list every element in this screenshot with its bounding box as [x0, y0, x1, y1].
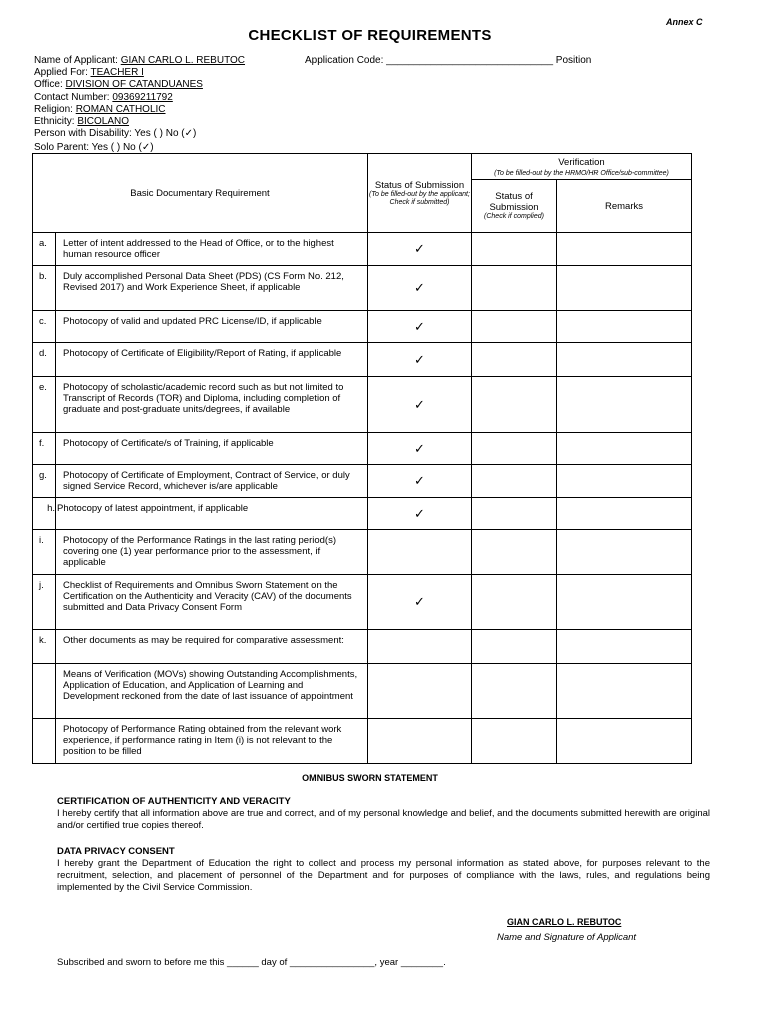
table-row: [33, 465, 692, 498]
row-requirement: Means of Verification (MOVs) showing Outstanding Accomplishments, Application of Education, and Application of Learning and Development reckoned from the date of last issuance of appointment: [56, 664, 368, 719]
row-requirement: Checklist of Requirements and Omnibus Sworn Statement on the Certification on the Authenticity and Veracity (CAV) of the documents submitted and Data Privacy Consent Form: [56, 575, 368, 630]
table-row: [33, 311, 692, 343]
applied-for-value: TEACHER I: [90, 67, 144, 79]
row-requirement: Letter of intent addressed to the Head of Office, or to the highest human resource officer: [56, 233, 368, 266]
remarks-cell[interactable]: [557, 377, 692, 433]
certification-body: I hereby certify that all information above are true and correct, and of my personal knowledge and belief, and the documents submitted herewith are original and/or certified true copies thereof.: [57, 808, 710, 831]
verification-header: Verification: [558, 157, 605, 168]
verification-status-cell[interactable]: [472, 433, 557, 465]
verification-status-cell[interactable]: [472, 630, 557, 664]
table-row: [33, 630, 692, 664]
table-row: [33, 233, 692, 266]
row-requirement: Other documents as may be required for comparative assessment:: [56, 630, 368, 664]
row-requirement: Photocopy of valid and updated PRC License/ID, if applicable: [56, 311, 368, 343]
ethnicity-label: Ethnicity:: [34, 116, 75, 128]
sub-status-note: (Check if complied): [484, 213, 544, 220]
office-value: DIVISION OF CATANDUANES: [65, 79, 203, 91]
solo-parent-line: Solo Parent: Yes ( ) No (✓): [34, 142, 154, 154]
verification-status-cell[interactable]: [472, 719, 557, 764]
pwd-line: Person with Disability: Yes ( ) No (✓): [34, 128, 197, 140]
verification-status-cell[interactable]: [472, 266, 557, 311]
verification-status-cell[interactable]: [472, 575, 557, 630]
verification-status-cell[interactable]: [472, 498, 557, 530]
remarks-cell[interactable]: [557, 719, 692, 764]
remarks-cell[interactable]: [557, 233, 692, 266]
ethnicity-value: BICOLANO: [77, 116, 130, 128]
religion-label: Religion:: [34, 103, 73, 115]
table-row: [33, 266, 692, 311]
certification-heading: CERTIFICATION OF AUTHENTICITY AND VERACITY: [57, 796, 291, 807]
remarks-cell[interactable]: [557, 343, 692, 377]
remarks-cell[interactable]: [557, 530, 692, 575]
privacy-heading: DATA PRIVACY CONSENT: [57, 846, 175, 857]
annex-label: Annex C: [666, 17, 703, 27]
table-row: [33, 433, 692, 465]
submitted-check[interactable]: ✓: [368, 343, 472, 377]
contact-label: Contact Number:: [34, 91, 110, 103]
applicant-info: [34, 55, 245, 155]
remarks-cell[interactable]: [557, 575, 692, 630]
submitted-cell[interactable]: [368, 630, 472, 664]
table-row: [33, 530, 692, 575]
verification-status-cell[interactable]: [472, 233, 557, 266]
row-letter: a.: [33, 233, 56, 266]
row-letter: k.: [33, 630, 56, 664]
submitted-check[interactable]: ✓: [368, 433, 472, 465]
row-requirement: Duly accomplished Personal Data Sheet (PDS) (CS Form No. 212, Revised 2017) and Work Experience Sheet, if applicable: [56, 266, 368, 311]
table-row: [33, 719, 692, 764]
submitted-check[interactable]: ✓: [368, 465, 472, 498]
row-requirement: Photocopy of scholastic/academic record such as but not limited to Transcript of Records (TOR) and Diploma, including completion of graduate and post-graduate units/degrees, if available: [56, 377, 368, 433]
row-requirement: Photocopy of Certificate of Eligibility/Report of Rating, if applicable: [56, 343, 368, 377]
table-row: [33, 377, 692, 433]
row-letter: b.: [33, 266, 56, 311]
remarks-cell[interactable]: [557, 465, 692, 498]
row-requirement: Photocopy of Certificate of Employment, Contract of Service, or duly signed Service Record, whichever is/are applicable: [56, 465, 368, 498]
row-letter: c.: [33, 311, 56, 343]
table-row: [33, 575, 692, 630]
table-row: [33, 498, 692, 530]
verification-status-cell[interactable]: [472, 465, 557, 498]
row-letter: d.: [33, 343, 56, 377]
privacy-section: [57, 846, 710, 894]
remarks-cell[interactable]: [557, 630, 692, 664]
row-letter: h.: [33, 498, 56, 530]
submitted-cell[interactable]: [368, 664, 472, 719]
submitted-cell[interactable]: [368, 719, 472, 764]
applicant-name: GIAN CARLO L. REBUTOC: [120, 55, 246, 66]
office-label: Office:: [34, 79, 63, 91]
row-letter: i.: [33, 530, 56, 575]
remarks-cell[interactable]: [557, 498, 692, 530]
contact-value: 09369211792: [112, 91, 173, 103]
remarks-cell[interactable]: [557, 266, 692, 311]
row-requirement: Photocopy of the Performance Ratings in the last rating period(s) covering one (1) year performance prior to the assessment, if applicable: [56, 530, 368, 575]
remarks-cell[interactable]: [557, 311, 692, 343]
submitted-check[interactable]: ✓: [368, 266, 472, 311]
submitted-check[interactable]: ✓: [368, 575, 472, 630]
verification-status-cell[interactable]: [472, 311, 557, 343]
religion-value: ROMAN CATHOLIC: [75, 103, 166, 115]
oath-title: OMNIBUS SWORN STATEMENT: [302, 773, 438, 783]
application-code-line: Application Code: ______________________________ Position: [305, 55, 592, 66]
table-row: [33, 343, 692, 377]
row-letter: [33, 719, 56, 764]
certification-section: [57, 796, 710, 832]
verification-note: (To be filled-out by the HRMO/HR Office/sub-committee): [494, 170, 669, 177]
verification-status-cell[interactable]: [472, 530, 557, 575]
remarks-cell[interactable]: [557, 433, 692, 465]
verification-status-cell[interactable]: [472, 664, 557, 719]
verification-status-cell[interactable]: [472, 343, 557, 377]
submitted-check[interactable]: ✓: [368, 311, 472, 343]
row-letter: [33, 664, 56, 719]
sub-status-header-cell: [472, 180, 557, 233]
row-letter: e.: [33, 377, 56, 433]
page-title: CHECKLIST OF REQUIREMENTS: [248, 27, 492, 44]
submitted-check[interactable]: ✓: [368, 377, 472, 433]
status-header: Status of Submission: [374, 179, 465, 191]
row-requirement: Photocopy of Certificate/s of Training, if applicable: [56, 433, 368, 465]
status-header-cell: [368, 154, 472, 233]
row-letter: g.: [33, 465, 56, 498]
row-requirement: Photocopy of Performance Rating obtained from the relevant work experience, if performance rating in Item (i) is not relevant to the position to be filled: [56, 719, 368, 764]
status-note: (To be filled-out by the applicant; Check if submitted): [369, 190, 470, 206]
verification-header-cell: [472, 154, 692, 180]
privacy-body: I hereby grant the Department of Education the right to collect and process my personal information as stated above, for purposes relevant to the recruitment, selection, and placement of personnel of the Department and for purposes of compliance with the laws, rules, and regulations being implemented by the Civil Service Commission.: [57, 858, 710, 893]
row-letter: j.: [33, 575, 56, 630]
verification-status-cell[interactable]: [472, 377, 557, 433]
row-letter: f.: [33, 433, 56, 465]
row-requirement: Photocopy of latest appointment, if applicable: [56, 498, 368, 530]
name-label: Name of Applicant:: [34, 55, 118, 66]
remarks-header: Remarks: [557, 180, 692, 233]
submitted-check[interactable]: ✓: [368, 498, 472, 530]
table-row: [33, 664, 692, 719]
basic-requirement-header: Basic Documentary Requirement: [33, 154, 368, 233]
sub-status-header: Status of Submission: [489, 191, 539, 213]
signature-caption: Name and Signature of Applicant: [497, 932, 637, 943]
remarks-cell[interactable]: [557, 664, 692, 719]
applied-for-label: Applied For:: [34, 67, 88, 79]
requirements-table: [32, 153, 692, 764]
signature-name: GIAN CARLO L. REBUTOC: [507, 917, 622, 927]
sworn-line: Subscribed and sworn to before me this ______ day of ________________, year ________.: [57, 957, 446, 968]
submitted-cell[interactable]: [368, 530, 472, 575]
submitted-check[interactable]: ✓: [368, 233, 472, 266]
